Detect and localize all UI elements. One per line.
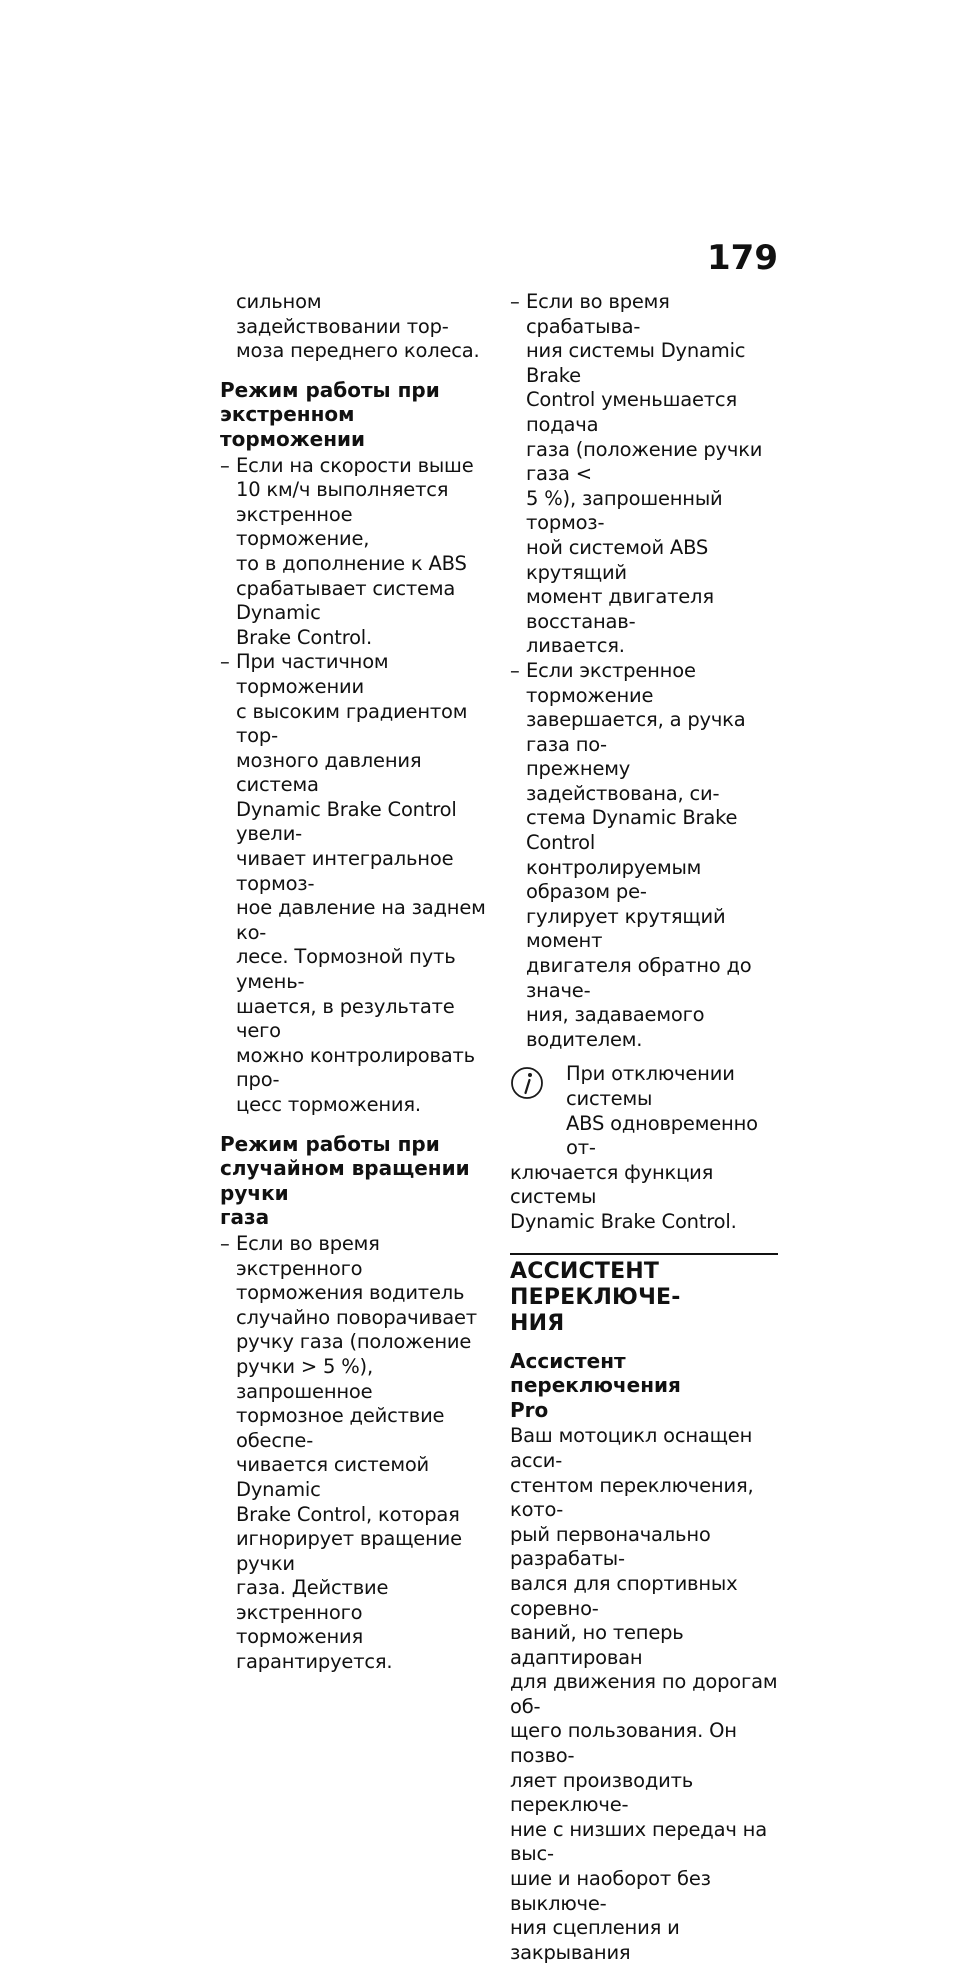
- text-line: Dynamic Brake Control.: [510, 1209, 737, 1233]
- text-line: ручку газа (положение: [236, 1330, 472, 1354]
- heading-line: случайном вращении ручки: [220, 1156, 470, 1205]
- text-line: контролируемым образом ре-: [526, 855, 702, 904]
- text-line: Ваш мотоцикл оснащен асси-: [510, 1424, 753, 1472]
- dash-bullet: –: [510, 290, 520, 313]
- intro-paragraph: [220, 290, 488, 364]
- list-item: [220, 1232, 488, 1675]
- text-line: стема Dynamic Brake Control: [526, 806, 738, 855]
- text-line: с высоким градиентом тор-: [236, 699, 468, 748]
- text-line: случайно поворачивает: [236, 1305, 477, 1329]
- text-line: рый первоначально разрабаты-: [510, 1522, 711, 1571]
- text-line: Если экстренное торможение: [526, 658, 696, 707]
- heading-line: Pro: [510, 1397, 549, 1422]
- text-line: можно контролировать про-: [236, 1043, 475, 1092]
- heading-line: Режим работы при: [220, 1131, 440, 1156]
- text-line: ния сцепления и закрывания: [510, 1916, 680, 1964]
- text-line: Control уменьшается подача: [526, 388, 737, 436]
- text-line: тормозное действие обеспе-: [236, 1404, 445, 1452]
- text-line: Если во время экстренного: [236, 1231, 380, 1280]
- text-line: мозного давления система: [236, 748, 422, 797]
- info-icon: [510, 1066, 544, 1100]
- dash-bullet: –: [220, 1231, 230, 1255]
- text-line: ключается функция системы: [510, 1160, 714, 1209]
- text-line: ABS одновременно от-: [566, 1111, 758, 1160]
- text-line: ливается.: [526, 634, 625, 658]
- heading-line: Ассистент переключения: [510, 1348, 681, 1398]
- text-line: Если на скорости выше: [236, 453, 474, 477]
- right-column: [510, 290, 778, 1965]
- text-line: цесс торможения.: [236, 1093, 421, 1116]
- text-line: торможения гарантируется.: [236, 1625, 393, 1674]
- text-line: двигателя обратно до значе-: [526, 954, 752, 1002]
- text-line: шается, в результате чего: [236, 994, 455, 1043]
- text-line: ние с низших передач на выс-: [510, 1817, 767, 1866]
- text-line: стентом переключения, кото-: [510, 1473, 754, 1522]
- text-line: ной системой ABS крутящий: [526, 535, 709, 584]
- text-line: прежнему задействована, си-: [526, 757, 720, 805]
- heading-line: НИЯ: [510, 1310, 565, 1336]
- text-line: игнорирует вращение ручки: [236, 1527, 462, 1575]
- text-line: лесе. Тормозной путь умень-: [236, 945, 456, 994]
- list-item: [220, 650, 488, 1117]
- text-line: моза переднего колеса.: [236, 339, 480, 363]
- dash-bullet: –: [220, 650, 230, 674]
- text-line: При отключении системы: [566, 1062, 735, 1110]
- text-line: момент двигателя восстанав-: [526, 585, 714, 633]
- text-line: 5 %), запрошенный тормоз-: [526, 486, 723, 535]
- text-line: экстренное торможение,: [236, 502, 370, 551]
- text-line: газа (положение ручки газа <: [526, 437, 763, 486]
- list-item: [510, 659, 778, 1053]
- text-line: шие и наоборот без выключе-: [510, 1867, 711, 1915]
- heading-emergency-braking: [220, 378, 488, 452]
- heading-line: газа: [220, 1205, 270, 1230]
- text-line: ручки > 5 %), запрошенное: [236, 1354, 373, 1403]
- heading-line: АССИСТЕНТ ПЕРЕКЛЮЧЕ-: [510, 1258, 681, 1310]
- body-paragraph: [510, 1424, 778, 1965]
- list-item: [220, 454, 488, 651]
- list-item: [510, 290, 778, 659]
- text-line: для движения по дорогам об-: [510, 1670, 778, 1718]
- page-number: 179: [707, 238, 778, 278]
- text-line: торможения водитель: [236, 1281, 465, 1305]
- text-line: сильном задействовании тор-: [236, 290, 449, 338]
- dash-bullet: –: [510, 658, 520, 682]
- text-line: Brake Control.: [236, 625, 373, 649]
- text-line: гулирует крутящий момент: [526, 904, 726, 953]
- text-line: вался для спортивных соревно-: [510, 1571, 738, 1620]
- text-line: ния системы Dynamic Brake: [526, 339, 746, 387]
- text-line: чивается системой Dynamic: [236, 1453, 430, 1501]
- text-line: ния, задаваемого водителем.: [526, 1003, 705, 1051]
- text-line: Brake Control, которая: [236, 1502, 460, 1526]
- subheading-shift-assistant: [510, 1349, 778, 1423]
- heading-line: Режим работы при: [220, 377, 440, 402]
- text-line: ваний, но теперь адаптирован: [510, 1621, 684, 1669]
- info-note: [510, 1062, 778, 1234]
- text-line: ляет производить переключе-: [510, 1768, 694, 1817]
- text-line: 10 км/ч выполняется: [236, 478, 449, 502]
- text-line: щего пользования. Он позво-: [510, 1719, 737, 1768]
- dash-bullet: –: [220, 453, 230, 477]
- text-line: завершается, а ручка газа по-: [526, 708, 746, 756]
- text-line: Если во время срабатыва-: [526, 290, 670, 338]
- section-heading: [510, 1253, 778, 1337]
- text-line: то в дополнение к ABS: [236, 551, 467, 575]
- text-line: При частичном торможении: [236, 650, 389, 698]
- text-line: чивает интегральное тормоз-: [236, 847, 454, 895]
- text-line: Dynamic Brake Control увели-: [236, 797, 457, 846]
- text-line: ное давление на заднем ко-: [236, 896, 486, 944]
- text-line: газа. Действие экстренного: [236, 1576, 389, 1624]
- left-column: [220, 290, 488, 1675]
- heading-line: экстренном торможении: [220, 402, 366, 451]
- heading-throttle-rotation: [220, 1132, 488, 1230]
- text-line: срабатывает система Dynamic: [236, 576, 456, 625]
